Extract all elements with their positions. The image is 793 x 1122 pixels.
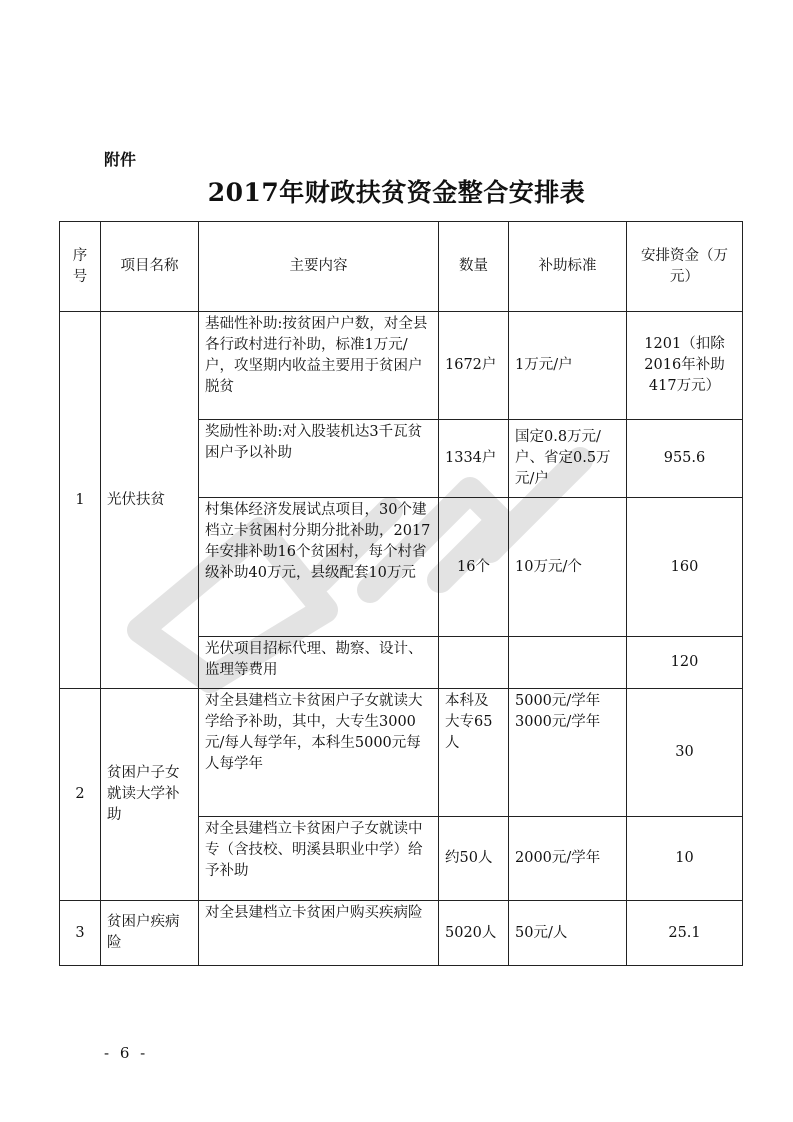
header-content: 主要内容 <box>199 222 439 312</box>
row-content: 对全县建档立卡贫困户子女就读中专（含技校、明溪县职业中学）给予补助 <box>199 817 439 901</box>
header-name: 项目名称 <box>101 222 199 312</box>
row-qty <box>439 637 509 689</box>
row-content: 对全县建档立卡贫困户购买疾病险 <box>199 901 439 966</box>
row-name: 贫困户疾病险 <box>101 901 199 966</box>
table-row <box>60 901 743 966</box>
row-qty: 16个 <box>439 498 509 637</box>
row-seq: 1 <box>60 312 101 689</box>
header-qty: 数量 <box>439 222 509 312</box>
row-standard: 2000元/学年 <box>509 817 627 901</box>
row-qty: 本科及大专65人 <box>439 689 509 817</box>
header-seq: 序号 <box>60 222 101 312</box>
row-funds: 160 <box>627 498 743 637</box>
row-content: 村集体经济发展试点项目，30个建档立卡贫困村分期分批补助，2017年安排补助16个贫困村，每个村省级补助40万元，县级配套10万元 <box>199 498 439 637</box>
row-funds: 955.6 <box>627 420 743 498</box>
funds-table <box>59 221 743 966</box>
row-seq: 2 <box>60 689 101 901</box>
row-standard: 10万元/个 <box>509 498 627 637</box>
table-row <box>60 312 743 420</box>
row-seq: 3 <box>60 901 101 966</box>
header-funds: 安排资金（万元） <box>627 222 743 312</box>
page-title: 2017年财政扶贫资金整合安排表 <box>207 178 586 207</box>
row-name: 光伏扶贫 <box>101 312 199 689</box>
row-content: 基础性补助:按贫困户户数，对全县各行政村进行补助，标准1万元/户，攻坚期内收益主要用于贫困户脱贫 <box>199 312 439 420</box>
row-content: 奖励性补助:对入股装机达3千瓦贫困户予以补助 <box>199 420 439 498</box>
row-funds: 1201（扣除2016年补助417万元） <box>627 312 743 420</box>
row-funds: 10 <box>627 817 743 901</box>
row-standard: 1万元/户 <box>509 312 627 420</box>
table-header-row <box>60 222 743 312</box>
row-qty: 1672户 <box>439 312 509 420</box>
row-funds: 120 <box>627 637 743 689</box>
table-row <box>60 689 743 817</box>
row-funds: 30 <box>627 689 743 817</box>
row-content: 对全县建档立卡贫困户子女就读大学给予补助，其中，大专生3000元/每人每学年，本科生5000元每人每学年 <box>199 689 439 817</box>
row-name: 贫困户子女就读大学补助 <box>101 689 199 901</box>
page-number: - 6 - <box>104 1044 149 1062</box>
row-standard: 5000元/学年 3000元/学年 <box>509 689 627 817</box>
header-standard: 补助标准 <box>509 222 627 312</box>
attachment-label: 附件 <box>104 150 137 169</box>
row-qty: 约50人 <box>439 817 509 901</box>
row-qty: 5020人 <box>439 901 509 966</box>
row-standard: 国定0.8万元/户、省定0.5万元/户 <box>509 420 627 498</box>
row-funds: 25.1 <box>627 901 743 966</box>
row-qty: 1334户 <box>439 420 509 498</box>
row-content: 光伏项目招标代理、勘察、设计、监理等费用 <box>199 637 439 689</box>
row-standard: 50元/人 <box>509 901 627 966</box>
row-standard <box>509 637 627 689</box>
